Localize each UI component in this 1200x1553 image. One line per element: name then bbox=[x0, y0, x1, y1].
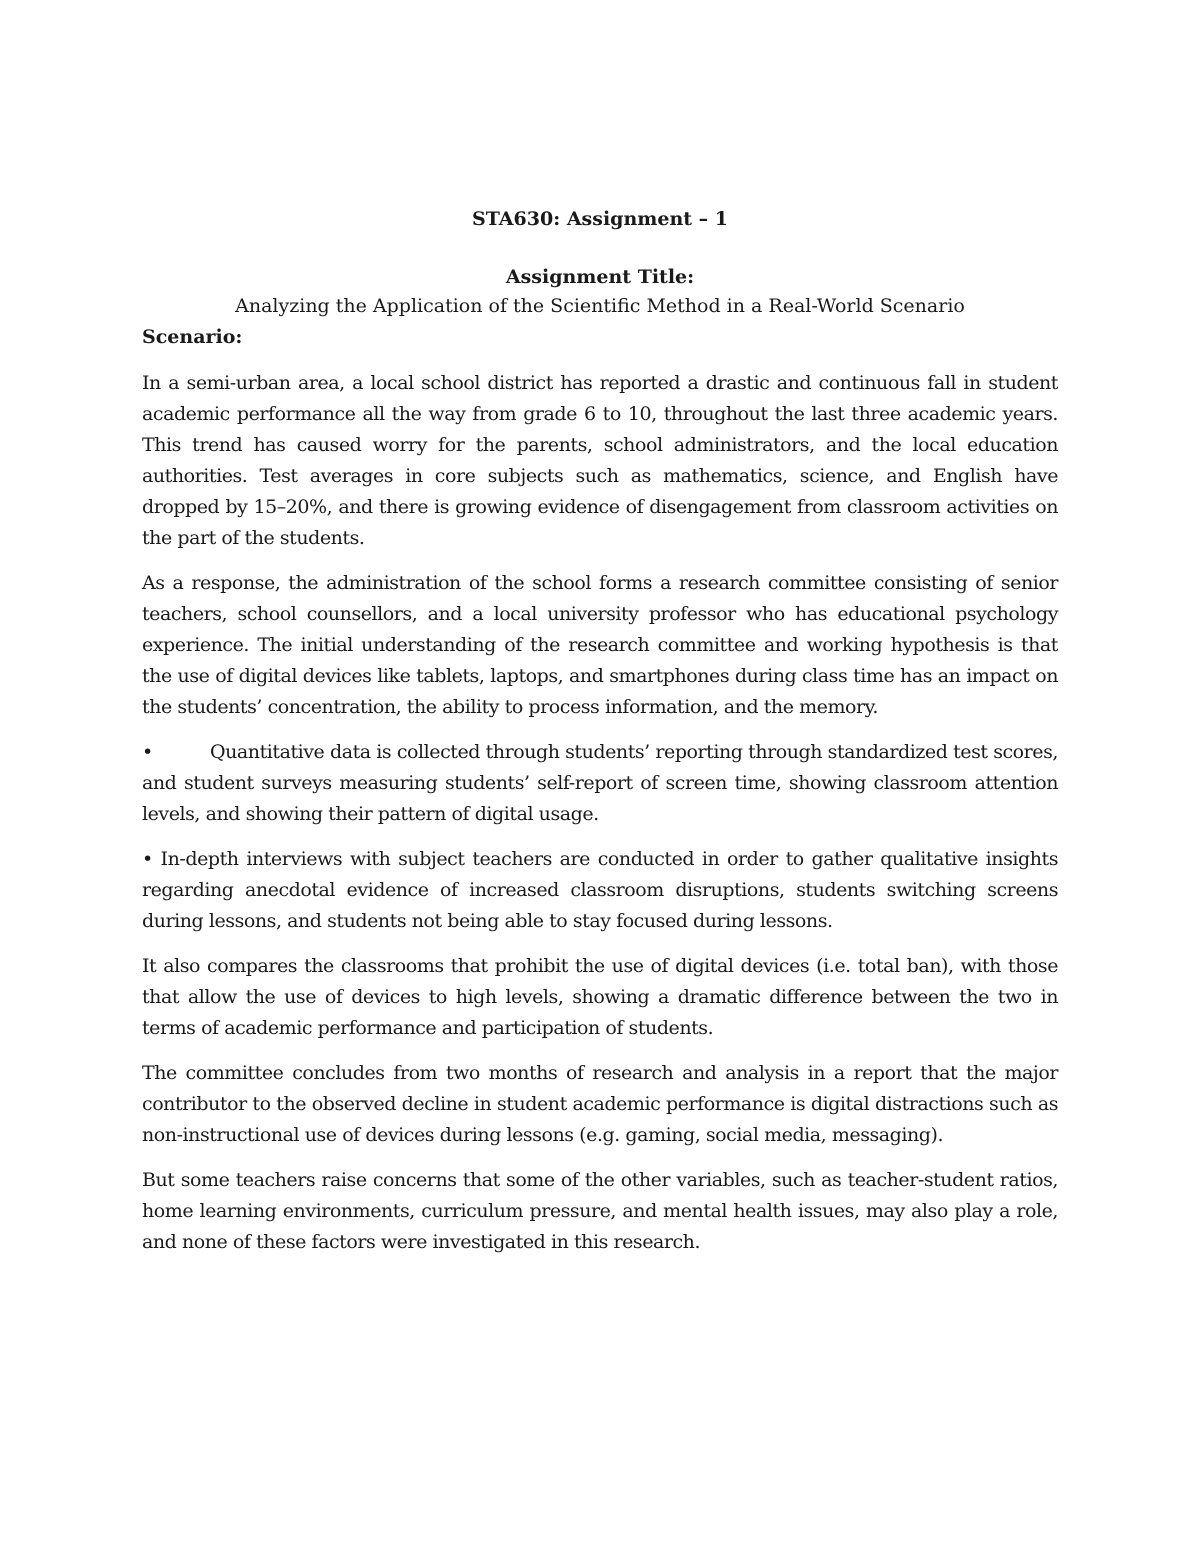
bullet-icon: • bbox=[142, 848, 153, 870]
paragraph-5: But some teachers raise concerns that some of the other variables, such as teacher-student ratios, home learning environments, curriculum pressure, and mental health issues, may also play a role, and none of these factors were investigated in this research. bbox=[142, 1169, 1058, 1253]
paragraph-1: In a semi-urban area, a local school district has reported a drastic and continuous fall in student academic performance all the way from grade 6 to 10, throughout the last three academic years. This trend has caused worry for the parents, school administrators, and the local education authorities. Test averages in core subjects such as mathematics, science, and English have dropped by 15–20%, and there is growing evidence of disengagement from classroom activities on the part of the students. bbox=[142, 372, 1058, 549]
bullet-item-2-text: In-depth interviews with subject teachers are conducted in order to gather qualitative insights regarding anecdotal evidence of increased classroom disruptions, students switching screens during lessons, and students not being able to stay focused during lessons. bbox=[142, 848, 1058, 932]
paragraph-4: The committee concludes from two months of research and analysis in a report that the major contributor to the observed decline in student academic performance is digital distractions such as non-instructional use of devices during lessons (e.g. gaming, social media, messaging). bbox=[142, 1062, 1058, 1146]
paragraph-3: It also compares the classrooms that prohibit the use of digital devices (i.e. total ban), with those that allow the use of devices to high levels, showing a dramatic difference between the two in terms of academic performance and participation of students. bbox=[142, 955, 1058, 1039]
bullet-item-1-text: Quantitative data is collected through students’ reporting through standardized test scores, and student surveys measuring students’ self-report of screen time, showing classroom attention levels, and showing their pattern of digital usage. bbox=[142, 741, 1058, 825]
bullet-item-2 bbox=[142, 844, 1058, 937]
assignment-title: Analyzing the Application of the Scientific Method in a Real-World Scenario bbox=[235, 295, 965, 317]
bullet-item-1 bbox=[142, 737, 1058, 830]
document-body bbox=[142, 205, 1058, 1272]
paragraph-2: As a response, the administration of the school forms a research committee consisting of senior teachers, school counsellors, and a local university professor who has educational psychology experience. The initial understanding of the research committee and working hypothesis is that the use of digital devices like tablets, laptops, and smartphones during class time has an impact on the students’ concentration, the ability to process information, and the memory. bbox=[142, 572, 1058, 718]
assignment-title-label: Assignment Title: bbox=[505, 266, 695, 288]
bullet-icon: • bbox=[142, 741, 153, 763]
document-title: STA630: Assignment – 1 bbox=[471, 208, 729, 230]
scenario-label: Scenario: bbox=[142, 326, 243, 348]
